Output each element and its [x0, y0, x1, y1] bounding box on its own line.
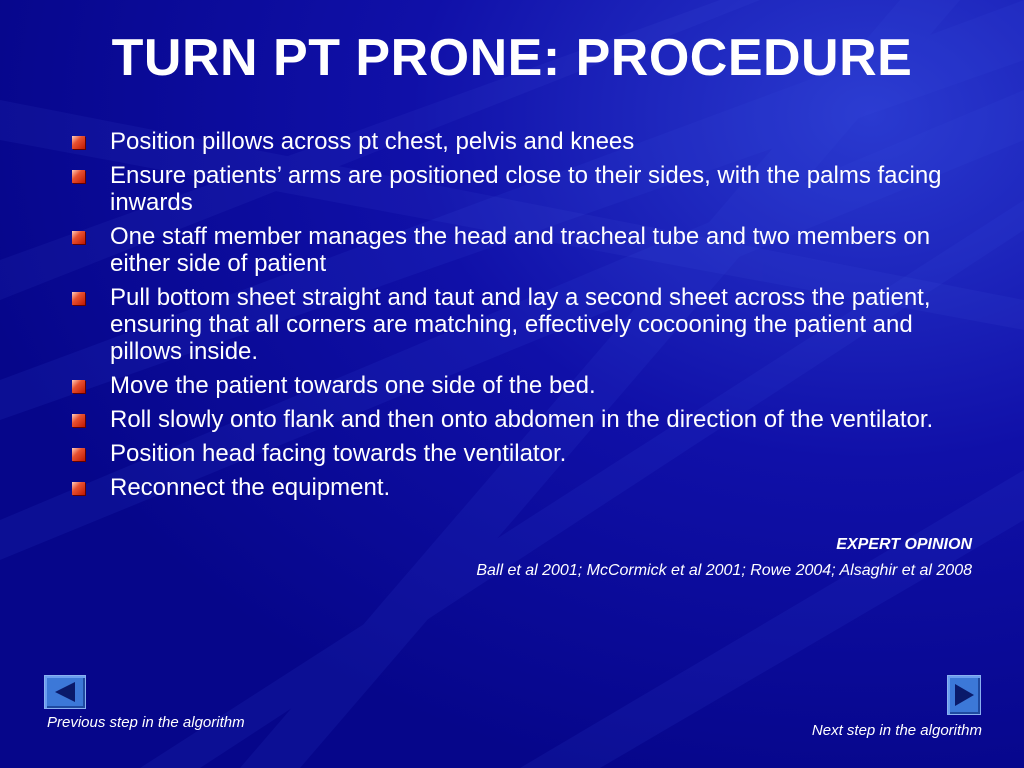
list-item-text: One staff member manages the head and tracheal tube and two members on either side of patient [110, 223, 931, 277]
procedure-list [72, 128, 972, 508]
list-item-text: Position head facing towards the ventilator. [110, 440, 567, 467]
next-step-link[interactable]: Next step in the algorithm [811, 722, 982, 739]
list-item-text: Pull bottom sheet straight and taut and lay a second sheet across the patient, ensuring that all corners are matching, effectively cocooning the patient and pillows inside. [110, 284, 931, 365]
bullet-square-icon [72, 448, 85, 461]
list-item [72, 474, 972, 501]
bullet-square-icon [72, 231, 85, 244]
list-item [72, 128, 972, 155]
list-item [72, 284, 972, 365]
list-item [72, 406, 972, 433]
list-item-text: Roll slowly onto flank and then onto abdomen in the direction of the ventilator. [110, 406, 934, 433]
list-item [72, 223, 972, 277]
list-item [72, 440, 972, 467]
list-item [72, 372, 972, 399]
triangle-right-icon [948, 676, 980, 714]
evidence-block [476, 536, 972, 580]
bullet-square-icon [72, 380, 85, 393]
list-item [72, 162, 972, 216]
bullet-square-icon [72, 170, 85, 183]
list-item-text: Move the patient towards one side of the bed. [110, 372, 596, 399]
next-step-button[interactable] [947, 675, 981, 715]
slide-title: TURN PT PRONE: PROCEDURE [111, 29, 913, 87]
references: Ball et al 2001; McCormick et al 2001; Rowe 2004; Alsaghir et al 2008 [476, 562, 972, 579]
bullet-square-icon [72, 292, 85, 305]
triangle-left-icon [45, 676, 85, 708]
list-item-text: Reconnect the equipment. [110, 474, 391, 501]
bullet-square-icon [72, 136, 85, 149]
list-item-text: Ensure patients’ arms are positioned close to their sides, with the palms facing inwards [110, 162, 942, 216]
evidence-level: EXPERT OPINION [836, 536, 972, 553]
list-item-text: Position pillows across pt chest, pelvis and knees [110, 128, 635, 155]
previous-step-button[interactable] [44, 675, 86, 709]
bullet-square-icon [72, 414, 85, 427]
bullet-square-icon [72, 482, 85, 495]
previous-step-link[interactable]: Previous step in the algorithm [47, 714, 245, 731]
